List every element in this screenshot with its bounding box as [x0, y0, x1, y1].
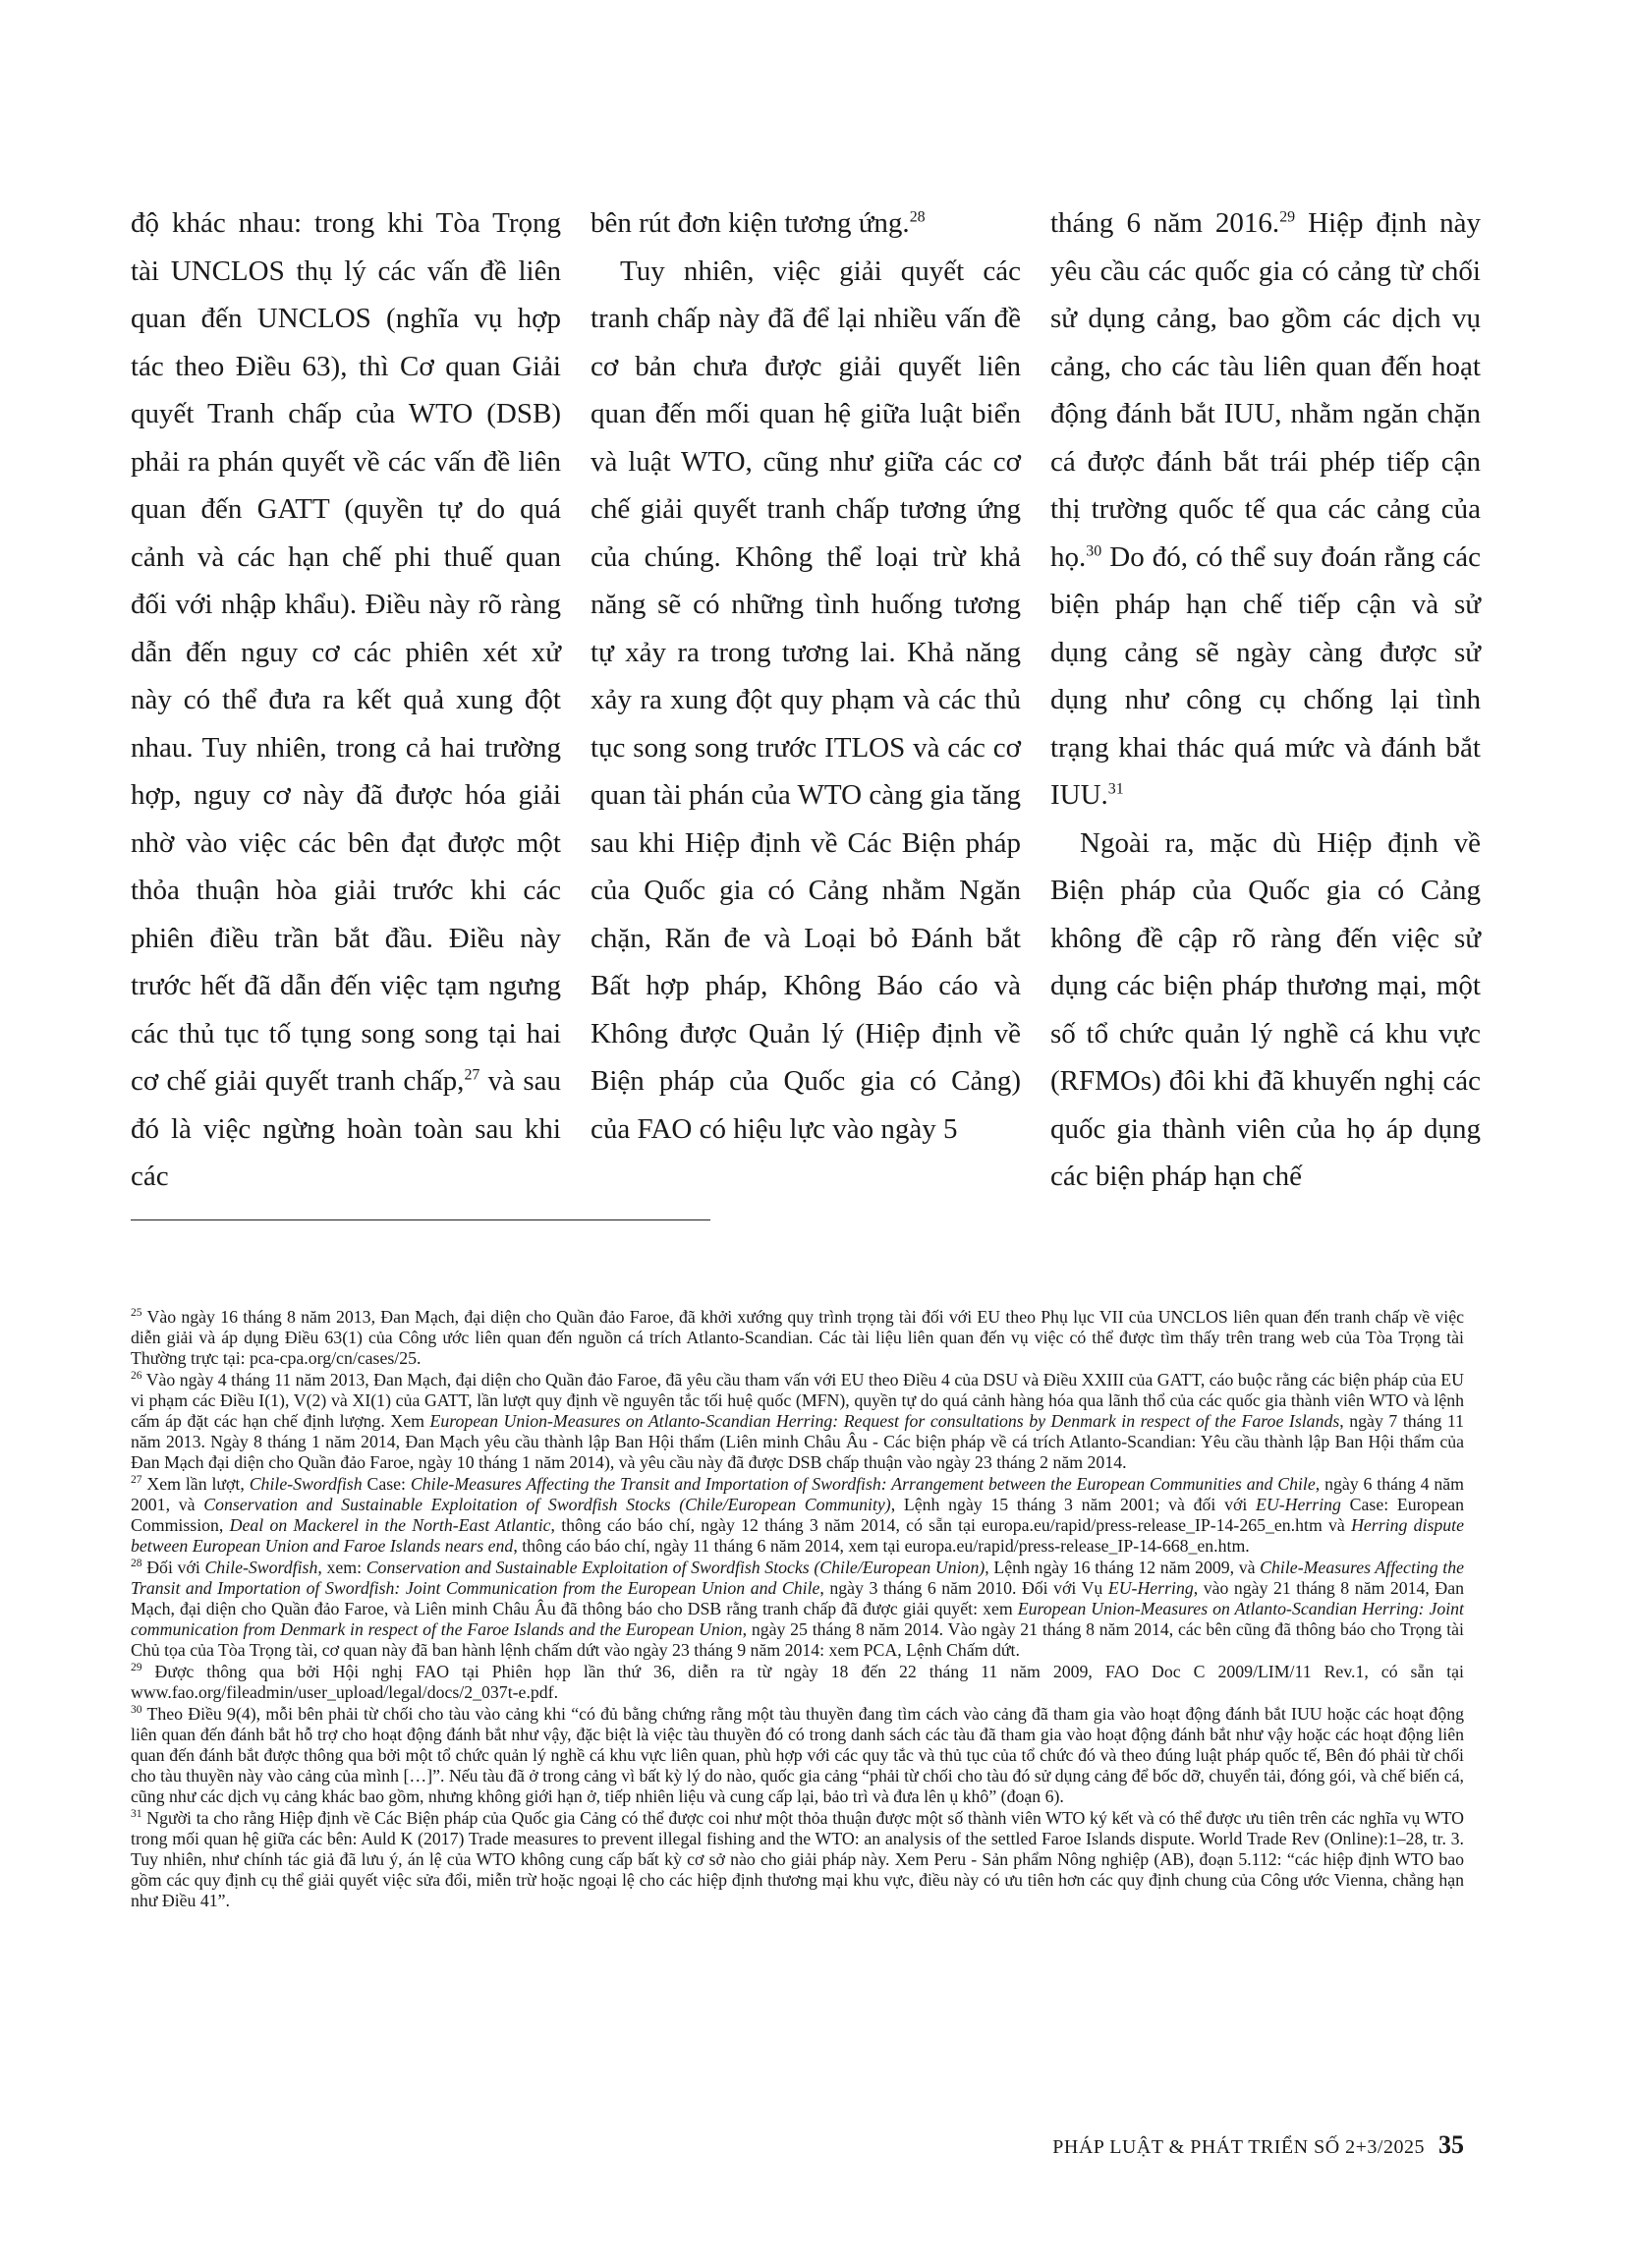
page-number: 35	[1438, 2130, 1464, 2159]
footnote-30: $^{30}$ Theo Điều 9(4), mỗi bên phải từ chối cho tàu vào cảng khi “có đủ bằng chứng rằng một tàu thuyền đang tìm cách vào cảng đã tham gia vào hoạt động đánh bắt IUU hoặc các hoạt động liên quan đến đánh bắt hỗ trợ cho hoạt động đánh bắt như vậy, đặc biệt là việc tàu thuyền đó có trong danh sách các tàu đã tham gia vào hoạt động đánh bắt như vậy hoặc các hoạt động liên quan đến đánh bắt được thông qua bởi một tổ chức quản lý nghề cá khu vực liên quan, phù hợp với các quy tắc và thủ tục của tổ chức đó và theo đúng luật pháp quốc tế, Bên đó phải từ chối cho tàu thuyền này vào cảng của mình […]”. Nếu tàu đã ở trong cảng vì bất kỳ lý do nào, quốc gia cảng “phải từ chối cho tàu đó sử dụng cảng để bốc dỡ, chuyển tải, đóng gói, và chế biến cá, cũng như các dịch vụ cảng khác bao gồm, nhưng không giới hạn ở, tiếp nhiên liệu và cung cấp lại, bảo trì và đưa lên ụ khô” (đoạn 6).	[131, 1703, 1464, 1806]
footnote-separator	[131, 1219, 710, 1220]
paragraph: tháng 6 năm 2016.29 Hiệp định này yêu cầu các quốc gia có cảng từ chối sử dụng cảng, bao gồm các dịch vụ cảng, cho các tàu liên quan đến hoạt động đánh bắt IUU, nhằm ngăn chặn cá được đánh bắt trái phép tiếp cận thị trường quốc tế qua các cảng của họ.$^{30}$ Do đó, có thể suy đoán rằng các biện pháp hạn chế tiếp cận và sử dụng cảng sẽ ngày càng được sử dụng như công cụ chống lại tình trạng khai thác quá mức và đánh bắt IUU.$^{31}$	[1050, 207, 1481, 811]
text-column-1	[131, 199, 561, 1201]
footnote-29: $^{29}$ Được thông qua bởi Hội nghị FAO tại Phiên họp lần thứ 36, diễn ra từ ngày 18 đến 22 tháng 11 năm 2009, FAO Doc C 2009/LIM/11 Rev.1, có sẵn tại www.fao.org/fileadmin/user_upload/legal/docs/2_037t-e.pdf.	[131, 1661, 1464, 1702]
footnote-31: $^{31}$ Người ta cho rằng Hiệp định về Các Biện pháp của Quốc gia Cảng có thể được coi như một thỏa thuận được một số thành viên WTO ký kết và có thể được ưu tiên trên các nghĩa vụ WTO trong mối quan hệ giữa các bên: Auld K (2017) Trade measures to prevent illegal fishing and the WTO: an analysis of the settled Faroe Islands dispute. World Trade Rev (Online):1–28, tr. 3. Tuy nhiên, như chính tác giả đã lưu ý, án lệ của WTO không cung cấp bất kỳ cơ sở nào cho giải pháp này. Xem Peru - Sản phẩm Nông nghiệp (AB), đoạn 5.112: “các hiệp định WTO bao gồm các quy định cụ thể giải quyết việc sửa đổi, miễn trừ hoặc ngoại lệ cho các hiệp định thương mại khu vực, điều này có ưu tiên hơn các quy định chung của Công ước Vienna, chẳng hạn như Điều 41”.	[131, 1807, 1464, 1910]
footnote-26: $^{26}$ Vào ngày 4 tháng 11 năm 2013, Đan Mạch, đại diện cho Quần đảo Faroe, đã yêu cầu tham vấn với EU theo Điều 4 của DSU và Điều XXIII của GATT, cáo buộc rằng các biện pháp của EU vi phạm các Điều I(1), V(2) và XI(1) của GATT, lần lượt quy định về nguyên tắc tối huệ quốc (MFN), quyền tự do quá cảnh hàng hóa qua lãnh thổ của các quốc gia thành viên WTO và lệnh cấm áp đặt các hạn chế định lượng. Xem European Union-Measures on Atlanto-Scandian Herring: Request for consultations by Denmark in respect of the Faroe Islands, ngày 7 tháng 11 năm 2013. Ngày 8 tháng 1 năm 2014, Đan Mạch yêu cầu thành lập Ban Hội thẩm (Liên minh Châu Âu - Các biện pháp về cá trích Atlanto-Scandian: Yêu cầu thành lập Ban Hội thẩm của Đan Mạch đại diện cho Quần đảo Faroe, ngày 10 tháng 1 năm 2014), và yêu cầu này đã được DSB chấp thuận vào ngày 23 tháng 2 năm 2014.	[131, 1369, 1465, 1472]
footnote-ref[interactable]: 30	[1086, 541, 1102, 559]
page-footer	[1052, 2130, 1464, 2160]
footnote-ref[interactable]: 31	[1107, 780, 1124, 798]
paragraph: bên rút đơn kiện tương ứng.$^{28}$	[591, 207, 926, 239]
paragraph: Ngoài ra, mặc dù Hiệp định về Biện pháp của Quốc gia có Cảng không đề cập rõ ràng đến việc sử dụng các biện pháp thương mại, một số tổ chức quản lý nghề cá khu vực (RFMOs) đôi khi đã khuyến nghị các quốc gia thành viên của họ áp dụng các biện pháp hạn chế	[1050, 826, 1481, 1192]
paragraph: độ khác nhau: trong khi Tòa Trọng tài UNCLOS thụ lý các vấn đề liên quan đến UNCLOS (nghĩa vụ hợp tác theo Điều 63), thì Cơ quan Giải quyết Tranh chấp của WTO (DSB) phải ra phán quyết về các vấn đề liên quan đến GATT (quyền tự do quá cảnh và các hạn chế phi thuế quan đối với nhập khẩu). Điều này rõ ràng dẫn đến nguy cơ các phiên xét xử này có thể đưa ra kết quả xung đột nhau. Tuy nhiên, trong cả hai trường hợp, nguy cơ này đã được hóa giải nhờ vào việc các bên đạt được một thỏa thuận hòa giải trước khi các phiên điều trần bắt đầu. Điều này trước hết đã dẫn đến việc tạm ngưng các thủ tục tố tụng song song tại hai cơ chế giải quyết tranh chấp,$^{27}$ và sau đó là việc ngừng hoàn toàn sau khi các	[131, 207, 561, 1192]
footnote-28: $^{28}$ Đối với Chile-Swordfish, xem: Conservation and Sustainable Exploitation of Swordfish Stocks (Chile/European Union), Lệnh ngày 16 tháng 12 năm 2009, và Chile-Measures Affecting the Transit and Importation of Swordfish: Joint Communication from the European Union and Chile, ngày 3 tháng 6 năm 2010. Đối với Vụ EU-Herring, vào ngày 21 tháng 8 năm 2014, Đan Mạch, đại diện cho Quần đảo Faroe, và Liên minh Châu Âu đã thông báo cho DSB rằng tranh chấp đã được giải quyết: xem European Union-Measures on Atlanto-Scandian Herring: Joint communication from Denmark in respect of the Faroe Islands and the European Union, ngày 25 tháng 8 năm 2014. Vào ngày 21 tháng 8 năm 2014, các bên cũng đã thông báo cho Trọng tài Chủ tọa của Tòa Trọng tài, cơ quan này đã ban hành lệnh chấm dứt vào ngày 23 tháng 9 năm 2014: xem PCA, Lệnh Chấm dứt.	[131, 1557, 1464, 1660]
footnotes-section	[131, 1307, 1464, 1912]
footnote-ref[interactable]: 27	[464, 1066, 480, 1084]
text-column-3	[1050, 199, 1481, 1201]
footnote-ref[interactable]: 29	[1279, 208, 1296, 226]
footnote-25: $^{25}$ Vào ngày 16 tháng 8 năm 2013, Đan Mạch, đại diện cho Quần đảo Faroe, đã khởi xướng quy trình trọng tài đối với EU theo Phụ lục VII của UNCLOS liên quan đến tranh chấp về việc diễn giải và áp dụng Điều 63(1) của Công ước liên quan đến nguồn cá trích Atlanto-Scandian. Các tài liệu liên quan đến vụ việc có thể được tìm thấy trên trang web của Tòa Trọng tài Thường trực tại: pca-cpa.org/cn/cases/25.	[131, 1306, 1464, 1368]
footnote-27: $^{27}$ Xem lần lượt, Chile-Swordfish Case: Chile-Measures Affecting the Transit and Importation of Swordfish: Arrangement between the European Communities and Chile, ngày 6 tháng 4 năm 2001, và Conservation and Sustainable Exploitation of Swordfish Stocks (Chile/European Community), Lệnh ngày 15 tháng 3 năm 2001; và đối với EU-Herring Case: European Commission, Deal on Mackerel in the North-East Atlantic, thông cáo báo chí, ngày 12 tháng 3 năm 2014, có sẵn tại europa.eu/rapid/press-release_IP-14-265_en.htm và Herring dispute between European Union and Faroe Islands nears end, thông cáo báo chí, ngày 11 tháng 6 năm 2014, xem tại europa.eu/rapid/press-release_IP-14-668_en.htm.	[131, 1473, 1465, 1556]
text-column-2	[591, 199, 1021, 1153]
footnote-ref[interactable]: 28	[909, 208, 926, 226]
journal-name: PHÁP LUẬT & PHÁT TRIỂN SỐ 2+3/2025	[1052, 2136, 1425, 2158]
paragraph: Tuy nhiên, việc giải quyết các tranh chấp này đã để lại nhiều vấn đề cơ bản chưa được giải quyết liên quan đến mối quan hệ giữa luật biển và luật WTO, cũng như giữa các cơ chế giải quyết tranh chấp tương ứng của chúng. Không thể loại trừ khả năng sẽ có những tình huống tương tự xảy ra trong tương lai. Khả năng xảy ra xung đột quy phạm và các thủ tục song song trước ITLOS và các cơ quan tài phán của WTO càng gia tăng sau khi Hiệp định về Các Biện pháp của Quốc gia có Cảng nhằm Ngăn chặn, Răn đe và Loại bỏ Đánh bắt Bất hợp pháp, Không Báo cáo và Không được Quản lý (Hiệp định về Biện pháp của Quốc gia có Cảng) của FAO có hiệu lực vào ngày 5	[591, 255, 1021, 1145]
